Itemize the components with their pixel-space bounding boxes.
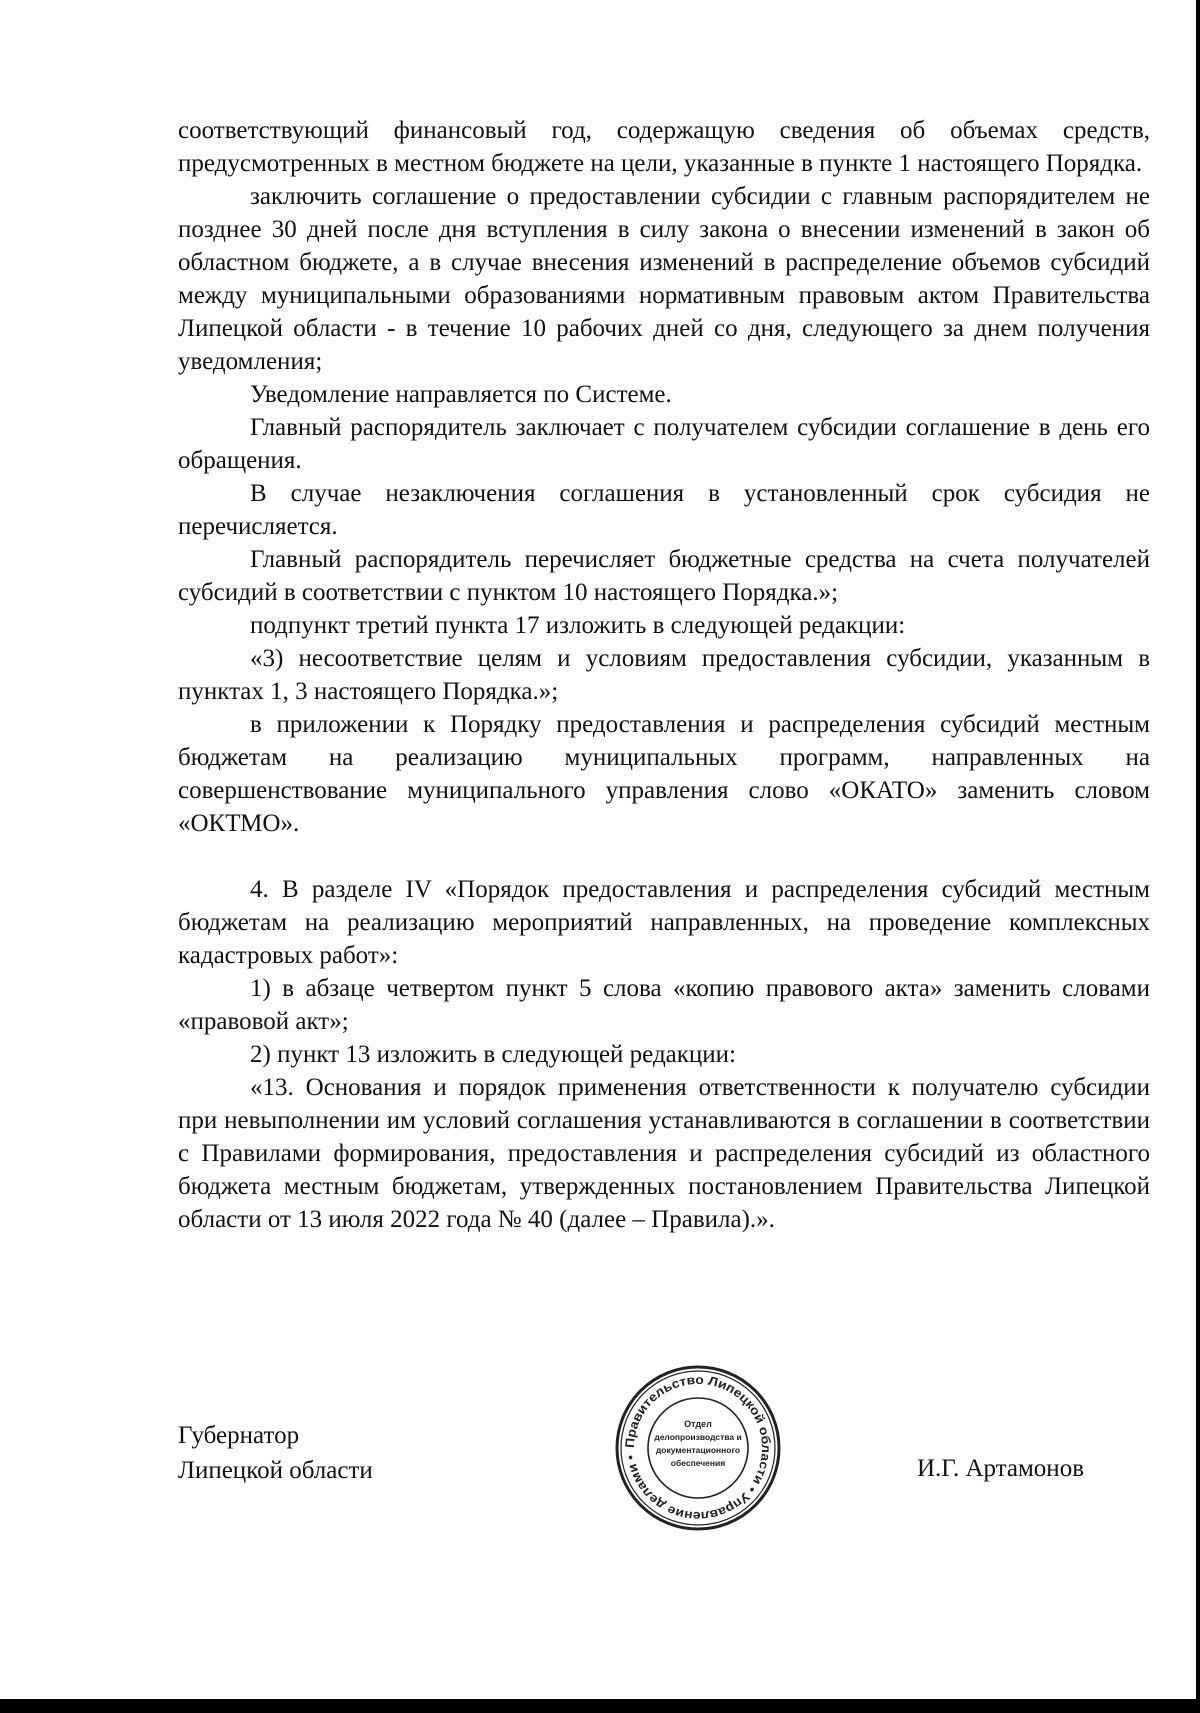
paragraph: «13. Основания и порядок применения ответственности к получателю субсидии при невыполнении им условий соглашения устанавливаются в соглашении в соответствии с Правилами формирования, предоставления и распределения субсидий из областного бюджета местным бюджетам, утвержденных постановлением Правительства Липецкой области от 13 июля 2022 года № 40 (далее – Правила).». <box>178 1074 1150 1233</box>
paragraph: Главный распорядитель перечисляет бюджетные средства на счета получателей субсидий в соответствии с пунктом 10 настоящего Порядка.»; <box>178 546 1150 606</box>
signatory-position <box>178 1418 373 1488</box>
official-seal-stamp <box>614 1364 782 1532</box>
paragraph: Главный распорядитель заключает с получателем субсидии соглашение в день его обращения. <box>178 414 1150 474</box>
seal-inner-text: Отдел <box>684 1419 712 1429</box>
signatory-position-line: Губернатор <box>178 1422 300 1449</box>
paragraph: в приложении к Порядку предоставления и распределения субсидий местным бюджетам на реализацию муниципальных программ, направленных на совершенствование муниципального управления слово «ОКАТО» заменить словом «ОКТМО». <box>178 711 1150 837</box>
paragraph: «3) несоответствие целям и условиям предоставления субсидии, указанным в пунктах 1, 3 настоящего Порядка.»; <box>178 645 1150 705</box>
signatory-name: И.Г. Артамонов <box>917 1455 1084 1482</box>
paragraph: подпункт третий пункта 17 изложить в следующей редакции: <box>250 612 906 639</box>
seal-outer-text: Правительство Липецкой области • Управление делами • <box>622 1372 774 1524</box>
paragraph: заключить соглашение о предоставлении субсидии с главным распорядителем не позднее 30 дней после дня вступления в силу закона о внесении изменений в закон об областном бюджете, а в случае внесения изменений в распределение объемов субсидий между муниципальными образованиями нормативным правовым актом Правительства Липецкой области - в течение 10 рабочих дней со дня, следующего за днем получения уведомления; <box>178 183 1150 375</box>
paragraph: 2) пункт 13 изложить в следующей редакции: <box>250 1041 736 1068</box>
scan-edge-right <box>1196 0 1200 1713</box>
paragraph: соответствующий финансовый год, содержащую сведения об объемах средств, предусмотренных в местном бюджете на цели, указанные в пункте 1 настоящего Порядка. <box>178 117 1150 177</box>
paragraph: 4. В разделе IV «Порядок предоставления и распределения субсидий местным бюджетам на реализацию мероприятий направленных, на проведение комплексных кадастровых работ»: <box>178 876 1150 969</box>
seal-inner-text: документационного <box>655 1445 741 1455</box>
paragraph: 1) в абзаце четвертом пункт 5 слова «копию правового акта» заменить словами «правовой акт»; <box>178 975 1150 1035</box>
signatory-position-line: Липецкой области <box>178 1457 373 1484</box>
document-body <box>178 114 1150 1236</box>
seal-inner-text: обеспечения <box>670 1458 726 1468</box>
paragraph: В случае незаключения соглашения в установленный срок субсидия не перечисляется. <box>178 480 1150 540</box>
seal-inner-text: делопроизводства и <box>654 1432 742 1442</box>
paragraph: Уведомление направляется по Системе. <box>250 381 672 408</box>
scan-edge-bottom <box>0 1699 1200 1713</box>
